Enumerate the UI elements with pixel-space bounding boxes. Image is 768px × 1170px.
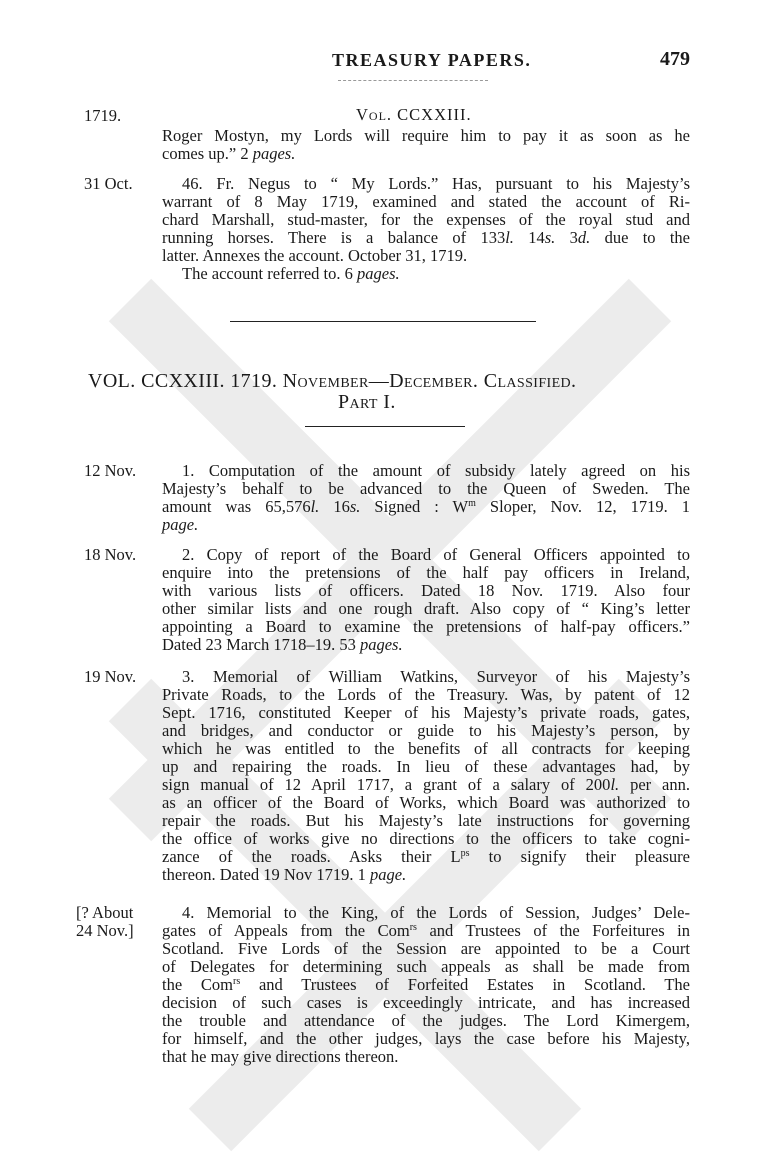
entry-line: which he was entitled to the benefits of all contracts for keeping (162, 739, 690, 758)
entry-1 (162, 462, 690, 534)
entry-line: warrant of 8 May 1719, examined and stated the account of Ri- (162, 192, 690, 211)
entry-line: appointing a Board to examine the pretensions of half-pay officers.” (162, 617, 690, 636)
header-divider (338, 80, 488, 81)
section-part: Part I. (338, 391, 396, 413)
entry-line: Sept. 1716, constituted Keeper of his Majesty’s private roads, gates, (162, 703, 690, 722)
entry-line: as an officer of the Board of Works, which Board was authorized to (162, 793, 690, 812)
entry-line: the trouble and attendance of the judges. The Lord Kimergem, (162, 1011, 690, 1030)
entry-line: 46. Fr. Negus to “ My Lords.” Has, pursuant to his Majesty’s (182, 174, 690, 193)
entry-line: enquire into the pretensions of the half pay officers in Ireland, (162, 563, 690, 582)
entry-4 (162, 904, 690, 1066)
entry-3 (162, 668, 690, 884)
entry-line: Private Roads, to the Lords of the Treasury. Was, by patent of 12 (162, 685, 690, 704)
entry-line: 4. Memorial to the King, of the Lords of Session, Judges’ Dele- (182, 903, 690, 922)
document-page: TREASURY PAPERS. 479 1719. Vol. CCXXIII. Roger Mostyn, my Lords will require him to pay it as soon as he comes up.” 2 pages. 31 Oct. 46. Fr. Negus to “ My Lords.” Has, pursuant to his Majesty’s warrant of 8 May 1719, examined and stated the account of Ri- chard Marshall, stud-master, for the expenses of the royal stud and running horses. There is a balance of 133l. 14s. 3d. due to the latter. Annexes the account. October 31, 1719. The account referred to. 6 pages. VOL. CCXXIII. 1719. November—December. Classified. Part I. 12 Nov. 1. Computation of the amount of subsidy lately agreed on his Majesty’s behalf to be advanced to the Queen of Sweden. The amount was 65,576l. 16s. Signed : $W^m$ Sloper, Nov. 12, 1719. 1 page. 18 Nov. 2. Copy of report of the Board of General Officers appointed to enquire into the pretensions of the half pay officers in Ireland, with various lists of officers. Dated 18 Nov. 1719. Also four other similar lists and one rough draft. Also copy of “ King’s letter appointing a Board to examine the pretensions of half-pay officers.” Dated 23 March 1718–19. 53 pages. 19 Nov. 3. Memorial of William Watkins, Surveyor of his Majesty’s Private Roads, to the Lords of the Treasury. Was, by patent of 12 Sept. 1716, constituted Keeper of his Majesty’s private roads, gates, and bridges, and conductor or guide to his Majesty’s person, by which he was entitled to the benefits of all contracts for keeping up and repairing the roads. In lieu of these advantages had, by sign manual of 12 April 1717, a grant of a salary of 200l. per ann. as an officer of the Board of Works, which Board was authorized to repair the roads. But his Majesty’s late instructions for governing the office of works give no directions to the officers to take cogni- zance of the roads. Asks their $L^{ps}$ to signify their pleasure thereon. Dated 19 Nov 1719. 1 page. [? About 24 Nov.] 4. Memorial to the King, of the Lords of Session, Judges’ Dele- gates of Appeals from the Com$^{rs}$ and Trustees of the Forfeitures in Scotland. Five Lords of the Session are appointed to be a Court of Delegates for determining such appeals as shall be made from the Com$^{rs}$ and Trustees of Forfeited Estates in Scotland. The decision of such cases is exceedingly intricate, and has increased the trouble and attendance of the judges. The Lord Kimergem, for himself, and the other judges, lays the case before his Majesty, that he may give directions thereon. (0, 0, 768, 1170)
entry-line: with various lists of officers. Dated 18 Nov. 1719. Also four (162, 581, 690, 600)
entry-line: decision of such cases is exceedingly intricate, and has increased (162, 993, 690, 1012)
section-title-underline (305, 426, 465, 427)
entry-46 (162, 175, 690, 283)
section-title: VOL. CCXXIII. 1719. November—December. Classified. (88, 370, 577, 392)
entry-line: of Delegates for determining such appeals as shall be made from (162, 957, 690, 976)
entry-line: that he may give directions thereon. (162, 1047, 399, 1066)
entry-line: sign manual of 12 April 1717, a grant of a salary of 200l. per ann. (162, 775, 690, 794)
entry-line: gates of Appeals from the Com$^{rs}$ and Trustees of the Forfeitures in (162, 921, 690, 940)
entry-line: other similar lists and one rough draft. Also copy of “ King’s letter (162, 599, 690, 618)
continuation-year: 1719. (84, 106, 122, 125)
entry-line: thereon. Dated 19 Nov 1719. 1 page. (162, 865, 407, 884)
entry-line: the Com$^{rs}$ and Trustees of Forfeited Estates in Scotland. The (162, 975, 690, 994)
entry-line: Roger Mostyn, my Lords will require him to pay it as soon as he (162, 126, 690, 145)
entry-line: and bridges, and conductor or guide to his Majesty’s person, by (162, 721, 690, 740)
entry-line: comes up.” 2 pages. (162, 144, 296, 163)
entry-line: amount was 65,576l. 16s. Signed : $W^m$ Sloper, Nov. 12, 1719. 1 (162, 497, 691, 516)
continuation-entry (162, 127, 690, 163)
running-head (90, 50, 690, 80)
volume-heading: Vol. CCXXIII. (356, 105, 472, 124)
entry-line: for himself, and the other judges, lays the case before his Majesty, (162, 1029, 690, 1048)
entry-line: repair the roads. But his Majesty’s late instructions for governing (162, 811, 690, 830)
entry-line: zance of the roads. Asks their $L^{ps}$ to signify their pleasure (162, 847, 690, 866)
page-number: 479 (660, 48, 690, 70)
entry-line: running horses. There is a balance of 133l. 14s. 3d. due to the (162, 228, 691, 247)
entry-line: Scotland. Five Lords of the Session are appointed to be a Court (162, 939, 690, 958)
entry-line: 3. Memorial of William Watkins, Surveyor of his Majesty’s (182, 667, 690, 686)
entry-line: The account referred to. 6 pages. (182, 264, 400, 283)
entry-line: Majesty’s behalf to be advanced to the Queen of Sweden. The (162, 479, 690, 498)
running-title: TREASURY PAPERS. (332, 50, 532, 70)
entry-2 (162, 546, 690, 654)
entry-line: up and repairing the roads. In lieu of these advantages had, by (162, 757, 690, 776)
entry-line: 2. Copy of report of the Board of General Officers appointed to (182, 545, 690, 564)
entry-line: page. (162, 515, 199, 534)
entry-line: the office of works give no directions to the officers to take cogni- (162, 829, 690, 848)
entry-line: chard Marshall, stud-master, for the expenses of the royal stud and (162, 210, 690, 229)
entry-line: latter. Annexes the account. October 31, 1719. (162, 246, 468, 265)
section-divider (230, 321, 536, 322)
entry-line: Dated 23 March 1718–19. 53 pages. (162, 635, 403, 654)
entry-line: 1. Computation of the amount of subsidy lately agreed on his (182, 461, 690, 480)
